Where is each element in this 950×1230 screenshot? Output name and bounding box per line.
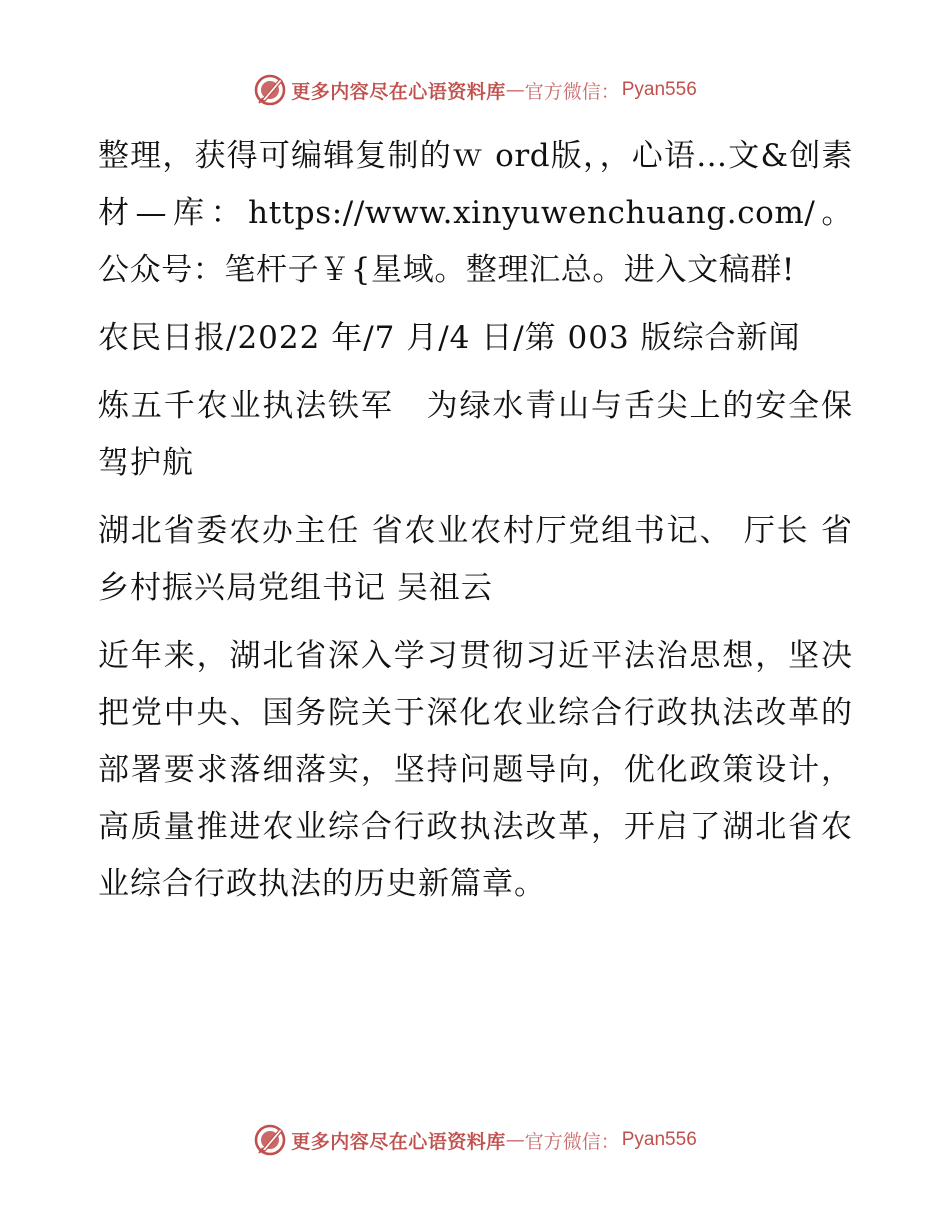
banner-library-text: 更多内容尽在心语资料库 xyxy=(291,1130,506,1153)
source-line: 农民日报/2022 年/7 月/4 日/第 003 版综合新闻 xyxy=(98,320,801,356)
intro-notice-paragraph: 整理，获得可编辑复制的ｗ ord版，，心语…文&创素材—库：https://www.xinyuwenchuang.com/。公众号：笔杆子￥{星域。整理汇总。进入文稿群! xyxy=(98,138,853,288)
banner-wechat-id: Pyan556 xyxy=(621,79,697,100)
banner-wechat-label: 官方微信： xyxy=(524,80,620,103)
banner-wechat-id: Pyan556 xyxy=(621,1129,697,1150)
banner-library-text: 更多内容尽在心语资料库 xyxy=(291,80,506,103)
document-body xyxy=(98,128,853,924)
quill-logo-icon xyxy=(253,1123,287,1157)
banner-separator: — xyxy=(505,1129,525,1151)
banner-separator: — xyxy=(505,79,525,101)
banner-wechat-label: 官方微信： xyxy=(524,1130,620,1153)
footer-watermark-banner xyxy=(0,1120,950,1160)
author-line: 湖北省委农办主任 省农业农村厅党组书记、 厅长 省乡村振兴局党组书记 吴祖云 xyxy=(98,513,853,606)
article-title: 炼五千农业执法铁军 为绿水青山与舌尖上的安全保驾护航 xyxy=(98,388,853,481)
body-paragraph: 近年来，湖北省深入学习贯彻习近平法治思想，坚决把党中央、国务院关于深化农业综合行政执法改革的部署要求落细落实，坚持问题导向，优化政策设计，高质量推进农业综合行政执法改革，开启了湖北省农业综合行政执法的历史新篇章。 xyxy=(98,638,853,902)
header-watermark-banner xyxy=(0,70,950,110)
quill-logo-icon xyxy=(253,73,287,107)
